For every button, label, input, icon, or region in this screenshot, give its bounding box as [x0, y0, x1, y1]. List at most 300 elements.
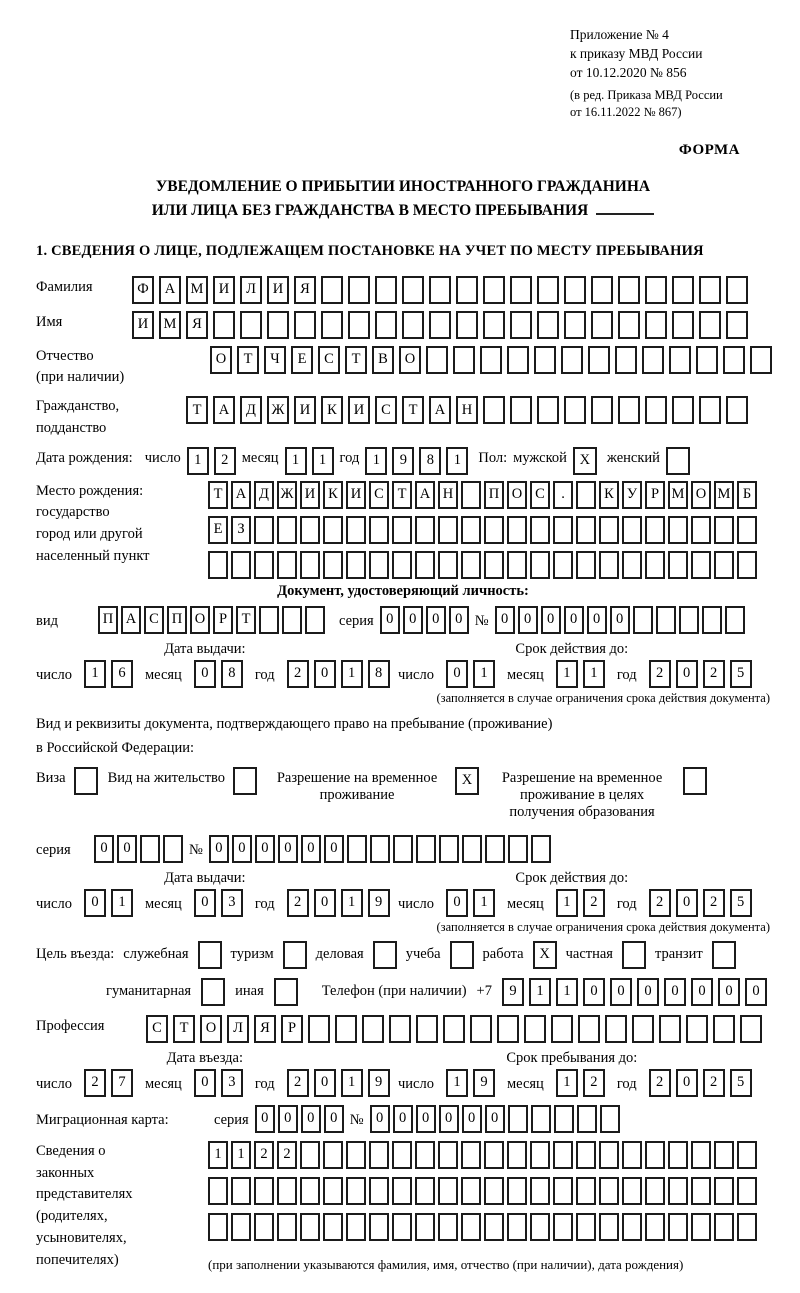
form-cell[interactable]: С	[369, 481, 389, 509]
doc-issue-day-cells[interactable]	[84, 660, 133, 688]
form-cell[interactable]	[362, 1015, 384, 1043]
phone-cells[interactable]	[502, 978, 767, 1006]
form-cell[interactable]	[300, 1177, 320, 1205]
form-cell[interactable]: А	[231, 481, 251, 509]
form-cell[interactable]: 0	[314, 889, 336, 917]
form-cell[interactable]	[346, 516, 366, 544]
form-cell[interactable]: А	[429, 396, 451, 424]
form-cell[interactable]	[633, 606, 653, 634]
form-cell[interactable]	[576, 1141, 596, 1169]
form-cell[interactable]	[737, 1177, 757, 1205]
form-cell[interactable]	[510, 396, 532, 424]
form-cell[interactable]	[415, 516, 435, 544]
form-cell[interactable]	[577, 1105, 597, 1133]
form-cell[interactable]	[321, 276, 343, 304]
form-cell[interactable]	[208, 1213, 228, 1241]
form-cell[interactable]: И	[300, 481, 320, 509]
form-cell[interactable]: Я	[294, 276, 316, 304]
form-cell[interactable]	[645, 551, 665, 579]
form-cell[interactable]	[576, 551, 596, 579]
form-cell[interactable]	[369, 516, 389, 544]
form-cell[interactable]	[300, 551, 320, 579]
form-cell[interactable]	[259, 606, 279, 634]
form-cell[interactable]	[561, 346, 583, 374]
form-cell[interactable]: 8	[368, 660, 390, 688]
form-cell[interactable]	[645, 311, 667, 339]
form-cell[interactable]: 2	[583, 1069, 605, 1097]
form-cell[interactable]: 2	[287, 889, 309, 917]
form-cell[interactable]	[277, 1177, 297, 1205]
form-cell[interactable]	[599, 516, 619, 544]
form-cell[interactable]: 8	[221, 660, 243, 688]
form-cell[interactable]	[348, 311, 370, 339]
form-cell[interactable]: Ч	[264, 346, 286, 374]
form-cell[interactable]: 2	[703, 1069, 725, 1097]
form-cell[interactable]	[392, 551, 412, 579]
form-cell[interactable]: 0	[446, 889, 468, 917]
form-cell[interactable]: 2	[649, 1069, 671, 1097]
form-cell[interactable]	[507, 1141, 527, 1169]
form-cell[interactable]: 1	[556, 978, 578, 1006]
form-cell[interactable]	[392, 516, 412, 544]
form-cell[interactable]	[714, 1213, 734, 1241]
form-cell[interactable]	[645, 516, 665, 544]
form-cell[interactable]	[737, 551, 757, 579]
form-cell[interactable]	[300, 516, 320, 544]
form-cell[interactable]: А	[415, 481, 435, 509]
form-cell[interactable]	[699, 311, 721, 339]
form-cell[interactable]	[632, 1015, 654, 1043]
form-cell[interactable]	[323, 1213, 343, 1241]
form-cell[interactable]: И	[213, 276, 235, 304]
form-cell[interactable]: 0	[84, 889, 106, 917]
form-cell[interactable]: Л	[240, 276, 262, 304]
gender-female-checkbox[interactable]	[666, 447, 690, 475]
form-cell[interactable]: 1	[556, 889, 578, 917]
form-cell[interactable]: 0	[485, 1105, 505, 1133]
form-cell[interactable]	[456, 276, 478, 304]
form-cell[interactable]	[576, 481, 596, 509]
purpose-business-checkbox[interactable]	[373, 941, 397, 969]
representatives-cells-row-2[interactable]	[208, 1177, 757, 1205]
doc-valid-month-cells[interactable]	[556, 660, 605, 688]
form-cell[interactable]: Р	[281, 1015, 303, 1043]
form-cell[interactable]: 0	[278, 835, 298, 863]
form-cell[interactable]	[576, 516, 596, 544]
form-cell[interactable]: О	[210, 346, 232, 374]
form-cell[interactable]	[530, 551, 550, 579]
form-cell[interactable]	[645, 1177, 665, 1205]
temp-residence-education-checkbox[interactable]	[683, 767, 707, 795]
form-cell[interactable]	[402, 276, 424, 304]
form-cell[interactable]: 0	[745, 978, 767, 1006]
form-cell[interactable]	[726, 276, 748, 304]
form-cell[interactable]	[483, 396, 505, 424]
form-cell[interactable]	[659, 1015, 681, 1043]
form-cell[interactable]	[277, 516, 297, 544]
profession-cells[interactable]	[146, 1015, 762, 1043]
form-cell[interactable]	[740, 1015, 762, 1043]
form-cell[interactable]: О	[190, 606, 210, 634]
form-cell[interactable]: 2	[254, 1141, 274, 1169]
form-cell[interactable]: 0	[324, 1105, 344, 1133]
form-cell[interactable]: М	[668, 481, 688, 509]
form-cell[interactable]	[618, 311, 640, 339]
form-cell[interactable]	[393, 835, 413, 863]
form-cell[interactable]: 0	[691, 978, 713, 1006]
form-cell[interactable]: З	[231, 516, 251, 544]
form-cell[interactable]: 0	[426, 606, 446, 634]
doc-valid-day-cells[interactable]	[446, 660, 495, 688]
form-cell[interactable]: 0	[541, 606, 561, 634]
form-cell[interactable]	[507, 551, 527, 579]
form-cell[interactable]	[679, 606, 699, 634]
form-cell[interactable]: 8	[419, 447, 441, 475]
form-cell[interactable]: М	[159, 311, 181, 339]
form-cell[interactable]	[668, 1213, 688, 1241]
form-cell[interactable]: И	[267, 276, 289, 304]
form-cell[interactable]	[369, 1141, 389, 1169]
form-cell[interactable]	[483, 276, 505, 304]
form-cell[interactable]: 2	[583, 889, 605, 917]
form-cell[interactable]	[524, 1015, 546, 1043]
form-cell[interactable]	[140, 835, 160, 863]
stay-day-cells[interactable]	[446, 1069, 495, 1097]
form-cell[interactable]: 0	[278, 1105, 298, 1133]
form-cell[interactable]	[686, 1015, 708, 1043]
form-cell[interactable]: 2	[703, 889, 725, 917]
form-cell[interactable]: Е	[208, 516, 228, 544]
form-cell[interactable]	[672, 276, 694, 304]
form-cell[interactable]	[591, 396, 613, 424]
form-cell[interactable]	[588, 346, 610, 374]
purpose-humanitarian-checkbox[interactable]	[201, 978, 225, 1006]
form-cell[interactable]: Т	[402, 396, 424, 424]
form-cell[interactable]: 0	[518, 606, 538, 634]
form-cell[interactable]	[402, 311, 424, 339]
form-cell[interactable]	[462, 835, 482, 863]
form-cell[interactable]	[725, 606, 745, 634]
form-cell[interactable]: 0	[194, 1069, 216, 1097]
doc-type-cells[interactable]	[98, 606, 325, 634]
form-cell[interactable]: В	[372, 346, 394, 374]
form-cell[interactable]: Л	[227, 1015, 249, 1043]
form-cell[interactable]: Ж	[277, 481, 297, 509]
form-cell[interactable]: 9	[502, 978, 524, 1006]
form-cell[interactable]	[415, 1141, 435, 1169]
form-cell[interactable]	[737, 516, 757, 544]
form-cell[interactable]: 1	[529, 978, 551, 1006]
form-cell[interactable]	[392, 1213, 412, 1241]
form-cell[interactable]	[622, 1213, 642, 1241]
form-cell[interactable]	[530, 1141, 550, 1169]
form-cell[interactable]	[254, 1177, 274, 1205]
form-cell[interactable]: 1	[341, 1069, 363, 1097]
form-cell[interactable]: 0	[676, 889, 698, 917]
birth-place-cells-row-2[interactable]	[208, 516, 757, 544]
form-cell[interactable]	[508, 1105, 528, 1133]
form-cell[interactable]: О	[399, 346, 421, 374]
form-cell[interactable]	[726, 311, 748, 339]
form-cell[interactable]: 0	[393, 1105, 413, 1133]
form-cell[interactable]: 1	[473, 889, 495, 917]
form-cell[interactable]: 9	[368, 889, 390, 917]
purpose-study-checkbox[interactable]	[450, 941, 474, 969]
temp-residence-checkbox[interactable]: X	[455, 767, 479, 795]
mig-series-cells[interactable]	[255, 1105, 344, 1133]
form-cell[interactable]	[591, 276, 613, 304]
form-cell[interactable]	[534, 346, 556, 374]
form-cell[interactable]: 0	[583, 978, 605, 1006]
form-cell[interactable]	[605, 1015, 627, 1043]
form-cell[interactable]	[369, 551, 389, 579]
form-cell[interactable]: Ф	[132, 276, 154, 304]
form-cell[interactable]	[438, 1177, 458, 1205]
form-cell[interactable]	[507, 516, 527, 544]
representatives-cells-row-3[interactable]	[208, 1213, 757, 1241]
form-cell[interactable]: 9	[392, 447, 414, 475]
form-cell[interactable]	[231, 1213, 251, 1241]
form-cell[interactable]: 0	[117, 835, 137, 863]
form-cell[interactable]: 0	[301, 1105, 321, 1133]
form-cell[interactable]: 0	[439, 1105, 459, 1133]
mig-number-cells[interactable]	[370, 1105, 620, 1133]
form-cell[interactable]: 0	[610, 606, 630, 634]
form-cell[interactable]	[470, 1015, 492, 1043]
form-cell[interactable]: А	[121, 606, 141, 634]
form-cell[interactable]	[668, 1177, 688, 1205]
form-cell[interactable]: 1	[285, 447, 307, 475]
form-cell[interactable]	[576, 1213, 596, 1241]
form-cell[interactable]	[346, 1213, 366, 1241]
form-cell[interactable]	[599, 1213, 619, 1241]
form-cell[interactable]	[480, 346, 502, 374]
form-cell[interactable]: К	[321, 396, 343, 424]
form-cell[interactable]	[508, 835, 528, 863]
form-cell[interactable]: 2	[287, 1069, 309, 1097]
form-cell[interactable]	[553, 516, 573, 544]
form-cell[interactable]: 5	[730, 660, 752, 688]
form-cell[interactable]: 1	[446, 447, 468, 475]
form-cell[interactable]: 0	[664, 978, 686, 1006]
form-cell[interactable]: 2	[287, 660, 309, 688]
form-cell[interactable]	[484, 1213, 504, 1241]
form-cell[interactable]	[691, 516, 711, 544]
form-cell[interactable]	[669, 346, 691, 374]
form-cell[interactable]: Я	[186, 311, 208, 339]
form-cell[interactable]	[294, 311, 316, 339]
form-cell[interactable]	[714, 551, 734, 579]
purpose-transit-checkbox[interactable]	[712, 941, 736, 969]
form-cell[interactable]	[453, 346, 475, 374]
form-cell[interactable]	[389, 1015, 411, 1043]
form-cell[interactable]	[622, 1141, 642, 1169]
form-cell[interactable]	[618, 396, 640, 424]
stay-month-cells[interactable]	[556, 1069, 605, 1097]
doc-issue-month-cells[interactable]	[194, 660, 243, 688]
form-cell[interactable]: И	[132, 311, 154, 339]
form-cell[interactable]	[537, 276, 559, 304]
form-cell[interactable]: О	[507, 481, 527, 509]
form-cell[interactable]: 1	[312, 447, 334, 475]
form-cell[interactable]	[438, 516, 458, 544]
form-cell[interactable]	[370, 835, 390, 863]
form-cell[interactable]	[553, 1213, 573, 1241]
form-cell[interactable]: С	[530, 481, 550, 509]
form-cell[interactable]	[461, 1213, 481, 1241]
form-cell[interactable]: 0	[370, 1105, 390, 1133]
form-cell[interactable]	[600, 1105, 620, 1133]
form-cell[interactable]	[484, 1141, 504, 1169]
form-cell[interactable]	[510, 276, 532, 304]
form-cell[interactable]: 0	[676, 660, 698, 688]
form-cell[interactable]	[461, 481, 481, 509]
form-cell[interactable]: Н	[438, 481, 458, 509]
given-name-cells[interactable]	[132, 311, 748, 339]
form-cell[interactable]	[305, 606, 325, 634]
form-cell[interactable]: Н	[456, 396, 478, 424]
form-cell[interactable]: 1	[473, 660, 495, 688]
form-cell[interactable]: 5	[730, 889, 752, 917]
form-cell[interactable]	[323, 1141, 343, 1169]
form-cell[interactable]	[392, 1177, 412, 1205]
form-cell[interactable]: С	[375, 396, 397, 424]
form-cell[interactable]: Р	[213, 606, 233, 634]
visa-checkbox[interactable]	[74, 767, 98, 795]
form-cell[interactable]	[439, 835, 459, 863]
form-cell[interactable]	[321, 311, 343, 339]
form-cell[interactable]: 1	[231, 1141, 251, 1169]
form-cell[interactable]: 1	[583, 660, 605, 688]
form-cell[interactable]	[254, 516, 274, 544]
form-cell[interactable]: 0	[637, 978, 659, 1006]
form-cell[interactable]: 3	[221, 1069, 243, 1097]
form-cell[interactable]	[375, 276, 397, 304]
form-cell[interactable]	[696, 346, 718, 374]
stay-series-cells[interactable]	[94, 835, 183, 863]
form-cell[interactable]	[668, 551, 688, 579]
form-cell[interactable]	[599, 551, 619, 579]
purpose-other-checkbox[interactable]	[274, 978, 298, 1006]
form-cell[interactable]	[231, 551, 251, 579]
form-cell[interactable]: Д	[254, 481, 274, 509]
form-cell[interactable]	[323, 1177, 343, 1205]
form-cell[interactable]: 1	[341, 889, 363, 917]
form-cell[interactable]: 0	[209, 835, 229, 863]
form-cell[interactable]	[591, 311, 613, 339]
birth-month-cells[interactable]	[285, 447, 334, 475]
form-cell[interactable]	[277, 551, 297, 579]
form-cell[interactable]	[622, 516, 642, 544]
form-cell[interactable]: Б	[737, 481, 757, 509]
form-cell[interactable]	[461, 1141, 481, 1169]
form-cell[interactable]	[461, 516, 481, 544]
form-cell[interactable]: И	[346, 481, 366, 509]
form-cell[interactable]	[461, 1177, 481, 1205]
purpose-private-checkbox[interactable]	[622, 941, 646, 969]
form-cell[interactable]: Т	[392, 481, 412, 509]
form-cell[interactable]	[426, 346, 448, 374]
form-cell[interactable]: 1	[365, 447, 387, 475]
form-cell[interactable]	[576, 1177, 596, 1205]
form-cell[interactable]	[714, 1141, 734, 1169]
form-cell[interactable]	[347, 835, 367, 863]
form-cell[interactable]: 0	[564, 606, 584, 634]
form-cell[interactable]: А	[213, 396, 235, 424]
form-cell[interactable]	[282, 606, 302, 634]
stay-number-cells[interactable]	[209, 835, 551, 863]
form-cell[interactable]	[656, 606, 676, 634]
form-cell[interactable]	[438, 1141, 458, 1169]
form-cell[interactable]	[438, 551, 458, 579]
form-cell[interactable]	[510, 311, 532, 339]
form-cell[interactable]	[483, 311, 505, 339]
form-cell[interactable]: 9	[368, 1069, 390, 1097]
form-cell[interactable]: 0	[449, 606, 469, 634]
form-cell[interactable]	[564, 276, 586, 304]
form-cell[interactable]: 1	[84, 660, 106, 688]
form-cell[interactable]	[335, 1015, 357, 1043]
form-cell[interactable]: 3	[221, 889, 243, 917]
form-cell[interactable]	[599, 1141, 619, 1169]
form-cell[interactable]	[714, 1177, 734, 1205]
form-cell[interactable]	[438, 1213, 458, 1241]
form-cell[interactable]	[254, 1213, 274, 1241]
form-cell[interactable]: С	[144, 606, 164, 634]
form-cell[interactable]	[713, 1015, 735, 1043]
form-cell[interactable]	[484, 1177, 504, 1205]
stay-issue-day-cells[interactable]	[84, 889, 133, 917]
form-cell[interactable]	[485, 835, 505, 863]
form-cell[interactable]: .	[553, 481, 573, 509]
form-cell[interactable]: 2	[214, 447, 236, 475]
form-cell[interactable]	[554, 1105, 574, 1133]
form-cell[interactable]: К	[599, 481, 619, 509]
stay-valid-day-cells[interactable]	[446, 889, 495, 917]
form-cell[interactable]: Е	[291, 346, 313, 374]
form-cell[interactable]: 0	[255, 835, 275, 863]
form-cell[interactable]: К	[323, 481, 343, 509]
form-cell[interactable]: Д	[240, 396, 262, 424]
form-cell[interactable]	[429, 311, 451, 339]
form-cell[interactable]	[208, 551, 228, 579]
form-cell[interactable]: Ж	[267, 396, 289, 424]
form-cell[interactable]	[578, 1015, 600, 1043]
form-cell[interactable]	[392, 1141, 412, 1169]
form-cell[interactable]	[348, 276, 370, 304]
form-cell[interactable]	[672, 311, 694, 339]
form-cell[interactable]	[254, 551, 274, 579]
form-cell[interactable]	[497, 1015, 519, 1043]
form-cell[interactable]: 1	[446, 1069, 468, 1097]
citizenship-cells[interactable]	[186, 396, 748, 424]
form-cell[interactable]: П	[484, 481, 504, 509]
form-cell[interactable]	[599, 1177, 619, 1205]
form-cell[interactable]: Т	[237, 346, 259, 374]
form-cell[interactable]	[691, 1141, 711, 1169]
form-cell[interactable]	[484, 551, 504, 579]
form-cell[interactable]: Р	[645, 481, 665, 509]
form-cell[interactable]: 1	[111, 889, 133, 917]
surname-cells[interactable]	[132, 276, 748, 304]
doc-number-cells[interactable]	[495, 606, 745, 634]
form-cell[interactable]	[416, 1015, 438, 1043]
residence-permit-checkbox[interactable]	[233, 767, 257, 795]
form-cell[interactable]	[415, 1213, 435, 1241]
form-cell[interactable]: 0	[301, 835, 321, 863]
form-cell[interactable]	[375, 311, 397, 339]
form-cell[interactable]: 5	[730, 1069, 752, 1097]
